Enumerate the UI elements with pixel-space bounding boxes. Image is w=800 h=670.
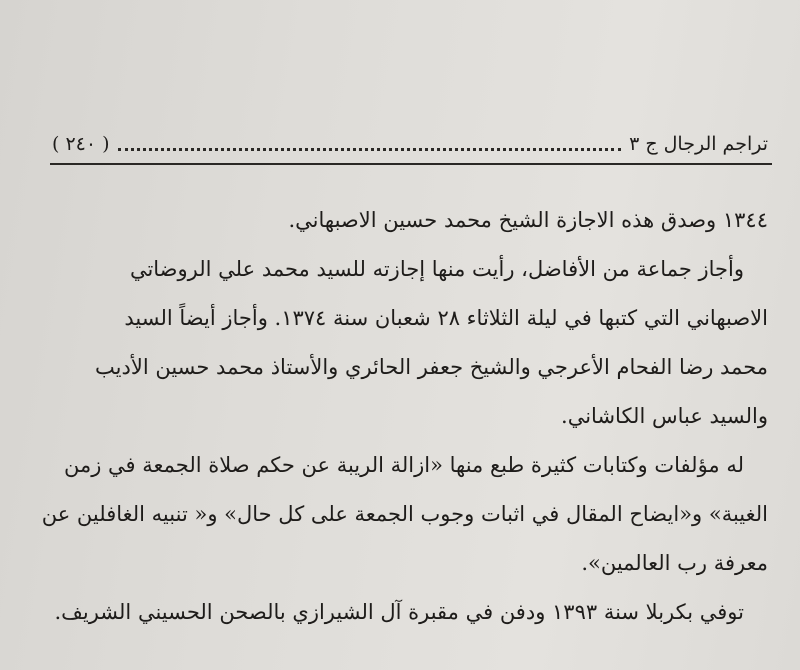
text-line-2: وأجاز جماعة من الأفاضل، رأيت منها إجازته للسيد محمد علي الروضاتي xyxy=(129,257,744,281)
text-line-9: توفي بكربلا سنة ١٣٩٣ ودفن في مقبرة آل الشيرازي بالصحن الحسيني الشريف. xyxy=(54,600,744,624)
body-text xyxy=(40,196,768,637)
text-line-7: الغيبة» و«ايضاح المقال في اثبات وجوب الجمعة على كل حال» و« تنبيه الغافلين عن xyxy=(41,502,768,526)
text-line-6: له مؤلفات وكتابات كثيرة طبع منها «ازالة الريبة عن حكم صلاة الجمعة في زمن xyxy=(63,453,744,477)
text-line-8: معرفة رب العالمين». xyxy=(581,551,768,575)
text-line-4: محمد رضا الفحام الأعرجي والشيخ جعفر الحائري والأستاذ محمد حسين الأديب xyxy=(95,355,768,379)
header-rule xyxy=(50,163,772,165)
page-number: ( ٢٤٠ ) xyxy=(52,133,110,155)
header-leader-dots xyxy=(118,138,622,151)
running-header xyxy=(52,128,768,160)
text-line-5: والسيد عباس الكاشاني. xyxy=(561,404,768,428)
text-line-1: ١٣٤٤ وصدق هذه الاجازة الشيخ محمد حسين الاصبهاني. xyxy=(288,208,768,232)
text-line-3: الاصبهاني التي كتبها في ليلة الثلاثاء ٢٨ شعبان سنة ١٣٧٤. وأجاز أيضاً السيد xyxy=(124,306,768,330)
header-title: تراجم الرجال ج ٣ xyxy=(629,133,768,155)
